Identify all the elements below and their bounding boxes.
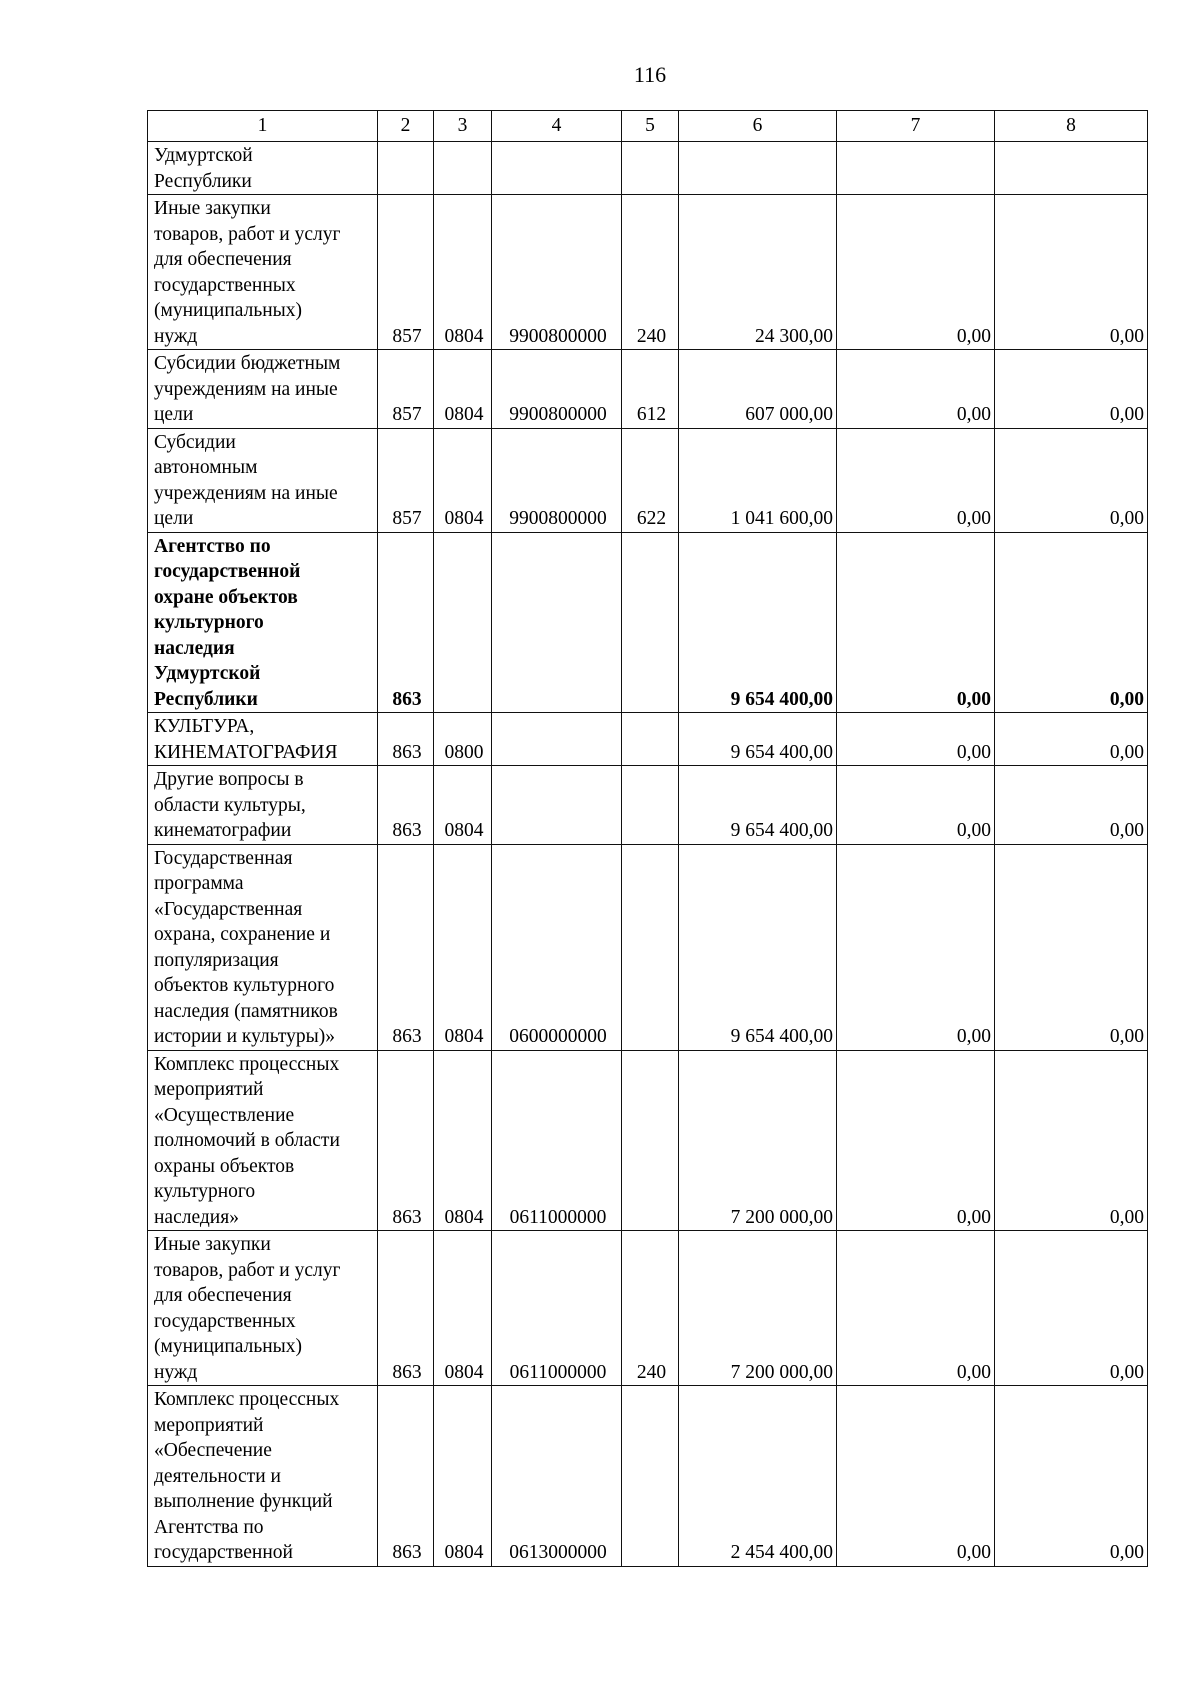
section-code-cell: 0804 (434, 1231, 492, 1386)
section-code-cell: 0800 (434, 713, 492, 766)
row-name-line: цели (154, 404, 194, 425)
target-article-cell: 0611000000 (492, 1231, 622, 1386)
row-name-line: деятельности и (154, 1465, 281, 1487)
row-name-line: Республики (154, 170, 252, 192)
section-code-cell: 0804 (434, 1050, 492, 1231)
ministry-code-cell: 863 (378, 1231, 434, 1386)
expense-type-cell: 612 (622, 350, 679, 429)
amount-year3-cell: 0,00 (995, 766, 1148, 845)
amount-cell: 607 000,00 (679, 350, 837, 429)
row-name-line: учреждениям на иные (154, 378, 338, 400)
target-article-cell (492, 766, 622, 845)
col-header-6: 6 (679, 111, 837, 142)
row-name-line: Республики (154, 688, 258, 710)
amount-cell: 24 300,00 (679, 195, 837, 350)
target-article-cell (492, 713, 622, 766)
target-article-cell: 0600000000 (492, 844, 622, 1050)
row-name-cell (148, 1386, 378, 1567)
amount-year2-cell: 0,00 (837, 350, 995, 429)
section-code-cell: 0804 (434, 195, 492, 350)
amount-cell: 9 654 400,00 (679, 532, 837, 713)
amount-year3-cell: 0,00 (995, 195, 1148, 350)
section-code-cell: 0804 (434, 1386, 492, 1567)
expense-type-cell (622, 142, 679, 195)
amount-cell: 7 200 000,00 (679, 1231, 837, 1386)
amount-year3-cell: 0,00 (995, 1050, 1148, 1231)
amount-year2-cell: 0,00 (837, 766, 995, 845)
col-header-1: 1 (148, 111, 378, 142)
row-name-line: кинематографии (154, 820, 292, 841)
row-name-line: КИНЕМАТОГРАФИЯ (154, 741, 338, 763)
amount-year2-cell: 0,00 (837, 1231, 995, 1386)
amount-year2-cell: 0,00 (837, 428, 995, 532)
row-name-line: для обеспечения (154, 1285, 292, 1306)
row-name-cell (148, 195, 378, 350)
row-name-cell (148, 428, 378, 532)
row-name-line: полномочий в области (154, 1130, 340, 1151)
row-name-line: программа (154, 873, 244, 894)
ministry-code-cell: 857 (378, 350, 434, 429)
row-name-line: Агентства по (154, 1516, 264, 1538)
table-row (148, 713, 1148, 766)
amount-year2-cell (837, 142, 995, 195)
target-article-cell (492, 532, 622, 713)
row-name-line: государственных (154, 1310, 296, 1332)
expense-type-cell (622, 532, 679, 713)
expense-type-cell (622, 1050, 679, 1231)
amount-year2-cell: 0,00 (837, 195, 995, 350)
col-header-8: 8 (995, 111, 1148, 142)
amount-cell (679, 142, 837, 195)
table-row (148, 766, 1148, 845)
amount-year3-cell: 0,00 (995, 844, 1148, 1050)
row-name-line: Иные закупки (154, 198, 271, 219)
row-name-cell (148, 532, 378, 713)
col-header-3: 3 (434, 111, 492, 142)
col-header-7: 7 (837, 111, 995, 142)
ministry-code-cell: 857 (378, 195, 434, 350)
row-name-line: цели (154, 508, 194, 529)
row-name-line: Субсидии бюджетным (154, 353, 341, 374)
amount-year3-cell: 0,00 (995, 350, 1148, 429)
row-name-line: области культуры, (154, 794, 306, 816)
expense-type-cell (622, 766, 679, 845)
target-article-cell: 9900800000 (492, 350, 622, 429)
expense-type-cell: 240 (622, 195, 679, 350)
amount-cell: 7 200 000,00 (679, 1050, 837, 1231)
table-row (148, 350, 1148, 429)
row-name-line: Удмуртской (154, 145, 253, 166)
ministry-code-cell: 863 (378, 713, 434, 766)
table-row (148, 1386, 1148, 1567)
amount-cell: 2 454 400,00 (679, 1386, 837, 1567)
row-name-cell (148, 713, 378, 766)
col-header-4: 4 (492, 111, 622, 142)
row-name-line: охраны объектов (154, 1155, 295, 1177)
table-row (148, 1050, 1148, 1231)
amount-cell: 9 654 400,00 (679, 766, 837, 845)
row-name-line: нужд (154, 325, 198, 347)
ministry-code-cell: 863 (378, 766, 434, 845)
section-code-cell: 0804 (434, 350, 492, 429)
amount-year3-cell: 0,00 (995, 713, 1148, 766)
target-article-cell: 0611000000 (492, 1050, 622, 1231)
ministry-code-cell: 857 (378, 428, 434, 532)
ministry-code-cell (378, 142, 434, 195)
ministry-code-cell: 863 (378, 844, 434, 1050)
row-name-line: популяризация (154, 949, 279, 971)
row-name-line: объектов культурного (154, 975, 335, 996)
col-header-2: 2 (378, 111, 434, 142)
amount-year3-cell (995, 142, 1148, 195)
row-name-cell (148, 844, 378, 1050)
ministry-code-cell: 863 (378, 1386, 434, 1567)
expense-type-cell: 622 (622, 428, 679, 532)
row-name-line: (муниципальных) (154, 300, 302, 321)
row-name-line: охрана, сохранение и (154, 924, 331, 945)
target-article-cell: 9900800000 (492, 195, 622, 350)
row-name-line: КУЛЬТУРА, (154, 716, 255, 737)
row-name-line: Комплекс процессных (154, 1053, 340, 1075)
amount-year2-cell: 0,00 (837, 532, 995, 713)
expense-type-cell (622, 844, 679, 1050)
table-row (148, 142, 1148, 195)
row-name-cell (148, 766, 378, 845)
row-name-line: выполнение функций (154, 1491, 333, 1512)
page-number: 116 (633, 62, 667, 87)
row-name-line: «Осуществление (154, 1104, 295, 1126)
row-name-cell (148, 1231, 378, 1386)
amount-year2-cell: 0,00 (837, 844, 995, 1050)
amount-cell: 9 654 400,00 (679, 844, 837, 1050)
row-name-line: Другие вопросы в (154, 769, 304, 790)
row-name-line: «Государственная (154, 898, 303, 920)
ministry-code-cell: 863 (378, 532, 434, 713)
amount-cell: 9 654 400,00 (679, 713, 837, 766)
row-name-line: товаров, работ и услуг (154, 223, 341, 245)
table-row (148, 1231, 1148, 1386)
section-code-cell: 0804 (434, 844, 492, 1050)
amount-year2-cell: 0,00 (837, 1050, 995, 1231)
row-name-line: наследия (памятников (154, 1000, 338, 1022)
row-name-line: автономным (154, 457, 258, 478)
row-name-line: наследия» (154, 1206, 239, 1228)
row-name-line: «Обеспечение (154, 1440, 272, 1461)
row-name-line: Агентство по (154, 535, 271, 557)
target-article-cell: 9900800000 (492, 428, 622, 532)
table-row (148, 195, 1148, 350)
row-name-cell (148, 350, 378, 429)
row-name-cell (148, 1050, 378, 1231)
row-name-cell (148, 142, 378, 195)
row-name-line: Государственная (154, 847, 293, 869)
section-code-cell (434, 532, 492, 713)
row-name-line: государственных (154, 274, 296, 296)
table-row (148, 532, 1148, 713)
header-row (148, 111, 1148, 142)
row-name-line: нужд (154, 1361, 198, 1383)
table-row (148, 844, 1148, 1050)
table-row (148, 428, 1148, 532)
row-name-line: мероприятий (154, 1079, 264, 1100)
expense-type-cell (622, 713, 679, 766)
row-name-line: мероприятий (154, 1414, 264, 1436)
target-article-cell: 0613000000 (492, 1386, 622, 1567)
row-name-line: для обеспечения (154, 249, 292, 270)
amount-year3-cell: 0,00 (995, 428, 1148, 532)
col-header-5: 5 (622, 111, 679, 142)
row-name-line: Комплекс процессных (154, 1389, 340, 1410)
row-name-line: охране объектов (154, 586, 298, 608)
row-name-line: учреждениям на иные (154, 482, 338, 504)
amount-year2-cell: 0,00 (837, 713, 995, 766)
row-name-line: культурного (154, 1181, 256, 1202)
row-name-line: Удмуртской (154, 663, 261, 684)
expense-type-cell: 240 (622, 1231, 679, 1386)
table-body (148, 142, 1148, 1567)
row-name-line: государственной (154, 561, 301, 582)
budget-table (147, 110, 1148, 1567)
amount-year3-cell: 0,00 (995, 1231, 1148, 1386)
amount-year2-cell: 0,00 (837, 1386, 995, 1567)
target-article-cell (492, 142, 622, 195)
amount-year3-cell: 0,00 (995, 532, 1148, 713)
amount-year3-cell: 0,00 (995, 1386, 1148, 1567)
ministry-code-cell: 863 (378, 1050, 434, 1231)
expense-type-cell (622, 1386, 679, 1567)
row-name-line: культурного (154, 612, 264, 633)
section-code-cell: 0804 (434, 428, 492, 532)
row-name-line: Субсидии (154, 431, 236, 453)
row-name-line: товаров, работ и услуг (154, 1259, 341, 1281)
section-code-cell (434, 142, 492, 195)
row-name-line: государственной (154, 1542, 293, 1563)
row-name-line: наследия (154, 637, 235, 659)
section-code-cell: 0804 (434, 766, 492, 845)
row-name-line: (муниципальных) (154, 1336, 302, 1357)
row-name-line: Иные закупки (154, 1234, 271, 1255)
row-name-line: истории и культуры)» (154, 1026, 335, 1047)
amount-cell: 1 041 600,00 (679, 428, 837, 532)
